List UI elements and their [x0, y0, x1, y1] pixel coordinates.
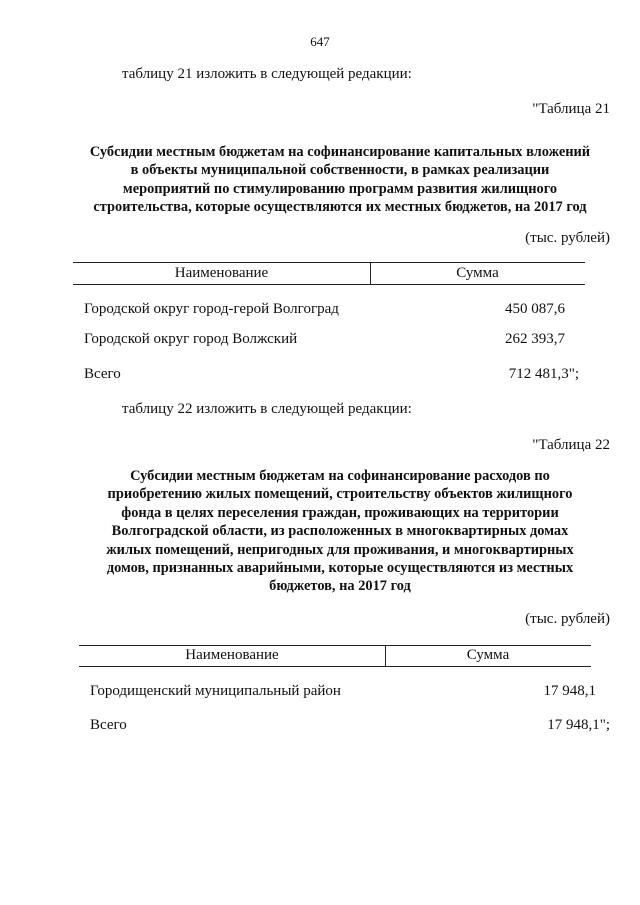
- table-21-row-sum: 450 087,6: [505, 301, 565, 317]
- table-21-header-name: Наименование: [174, 265, 269, 281]
- title-line: фонда в целях переселения граждан, проживающих на территории: [121, 504, 559, 521]
- title-line: бюджетов, на 2017 год: [269, 578, 411, 595]
- title-line: мероприятий по стимулированию программ развития жилищного: [122, 180, 558, 197]
- table-22-total-sum: 17 948,1";: [547, 717, 610, 733]
- table-22-header-name: Наименование: [185, 647, 279, 663]
- title-line: Субсидии местным бюджетам на софинансирование расходов по: [130, 468, 550, 484]
- table-21-row-sum: 262 393,7: [505, 331, 565, 347]
- table-21-header-rule: [73, 284, 585, 285]
- title-line: приобретению жилых помещений, строительству объектов жилищного: [107, 486, 573, 503]
- table-21-row-name: Городской округ город Волжский: [84, 331, 298, 347]
- table-21-row-name: Городской округ город-герой Волгоград: [84, 301, 339, 317]
- intro-table-21: таблицу 21 изложить в следующей редакции:: [122, 66, 412, 82]
- table-22-total-name: Всего: [90, 717, 127, 733]
- table-22-title: [70, 467, 610, 596]
- table-22-row-name: Городищенский муниципальный район: [90, 683, 341, 699]
- table-21-top-rule: [73, 262, 585, 263]
- page-number: 647: [310, 34, 330, 49]
- table-21-title: [70, 143, 610, 217]
- title-line: жилых помещений, непригодных для проживания, и многоквартирных: [106, 541, 574, 558]
- title-line: домов, признанных аварийными, которые осуществляются из местных: [106, 560, 574, 577]
- table-22-header-sum: Сумма: [466, 647, 510, 663]
- table-21-total-sum: 712 481,3";: [508, 366, 579, 382]
- table-21-total-name: Всего: [84, 366, 121, 382]
- table-22-top-rule: [79, 645, 591, 646]
- title-line: строительства, которые осуществляются их местных бюджетов, на 2017 год: [93, 199, 587, 216]
- table-22-header-rule: [79, 666, 591, 667]
- title-line: Субсидии местным бюджетам на софинансирование капитальных вложений: [89, 144, 591, 160]
- table-21-units: (тыс. рублей): [525, 230, 610, 246]
- title-line: Волгоградской области, из расположенных в многоквартирных домах: [111, 523, 569, 540]
- table-21-header-sum: Сумма: [456, 265, 499, 281]
- table-21-label: "Таблица 21: [532, 101, 610, 117]
- table-22-label: "Таблица 22: [532, 437, 610, 453]
- intro-table-22: таблицу 22 изложить в следующей редакции:: [122, 401, 412, 417]
- title-line: в объекты муниципальной собственности, в рамках реализации: [130, 162, 550, 179]
- table-22-row-sum: 17 948,1: [543, 683, 596, 699]
- table-22-units: (тыс. рублей): [525, 611, 610, 627]
